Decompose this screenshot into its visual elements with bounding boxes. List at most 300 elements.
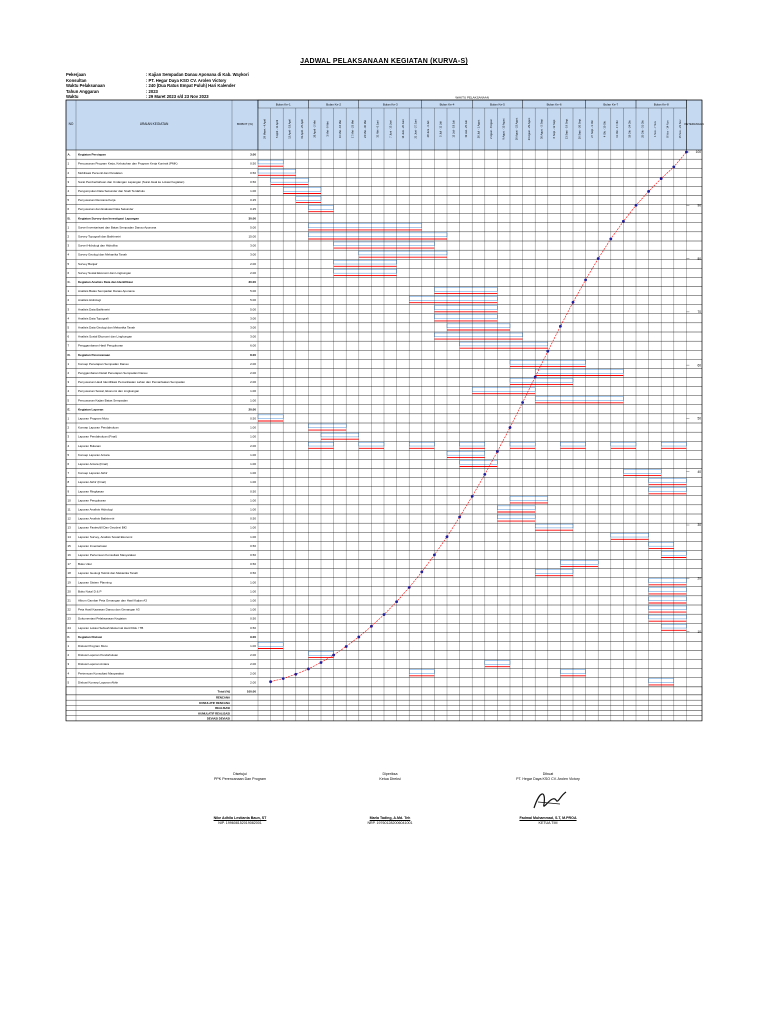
row-name: Konsep Laporan Akhir (78, 471, 108, 476)
row-bobot: 1.00 (250, 189, 256, 194)
row-no: 13 (67, 525, 71, 530)
row-bobot: 3.00 (250, 325, 256, 330)
schedule-cell (308, 424, 346, 428)
schedule-cell (321, 433, 359, 437)
percent-label: 70 (697, 310, 701, 315)
row-no: 6 (67, 270, 70, 275)
s-curve-point (471, 495, 474, 498)
row-name: Surat Pemberitahuan dan Undangan Lapangan (Surat Awal ke Lokasi Kegiatan) (78, 179, 185, 184)
row-bobot: 3.00 (250, 334, 256, 339)
signature-role: Diperiksa Ketua Direksi (379, 772, 401, 781)
row-bobot: 2.00 (250, 380, 256, 385)
row-no: 3 (67, 662, 70, 667)
col-header-bobot: BOBOT (%) (237, 122, 253, 126)
row-bobot: 3.00 (250, 316, 256, 321)
schedule-cell (447, 451, 485, 455)
meta-value: : 240 (Dua Ratus Empat Puluh) Hari Kalender (146, 83, 236, 88)
row-no: 22 (67, 607, 71, 612)
s-curve-point (635, 204, 638, 207)
row-no: 24 (67, 625, 71, 630)
week-label: 20 Sept - 26 Sept (578, 118, 582, 140)
month-label: Bulan Ke-5 (489, 102, 505, 107)
footer-label: KUMULATIF REALISASI (198, 711, 230, 716)
schedule-cell (510, 497, 548, 501)
row-no: C. (67, 280, 71, 285)
footer-label: RENCANA (216, 695, 230, 700)
row-name: Analisis Data Geologi dan Mekanika Tanah (78, 325, 136, 330)
schedule-cell (308, 224, 421, 228)
row-bobot: 0.50 (250, 170, 256, 175)
schedule-cell (434, 306, 497, 310)
row-bobot: 2.00 (250, 261, 256, 266)
row-name: Kegiatan Laporan (78, 407, 104, 412)
month-label: Bulan Ke-7 (603, 102, 619, 107)
s-curve-point (395, 600, 398, 603)
row-bobot: 0.50 (250, 625, 256, 630)
row-bobot: 5.00 (250, 225, 256, 230)
row-name: Penyusunan Sosial, Ekonomi dan Lingkungan (78, 389, 140, 394)
row-bobot: 1.00 (250, 398, 256, 403)
row-no: 21 (67, 598, 71, 603)
s-curve-point (546, 350, 549, 353)
s-curve-point (433, 553, 436, 556)
row-bobot: 0.25 (250, 207, 256, 212)
row-name: Laporan Pendahuluan (Final) (78, 434, 117, 439)
percent-label: 50 (697, 416, 701, 421)
s-curve-point (294, 673, 297, 676)
s-curve-point (572, 301, 575, 304)
percent-label: 20 (697, 576, 701, 581)
schedule-cell (434, 315, 497, 319)
row-no: 5 (67, 452, 70, 457)
row-bobot: 5.00 (250, 298, 256, 303)
schedule-cell (611, 533, 649, 537)
row-name: Laporan Ringkasan (78, 489, 105, 494)
meta-value: : 2023 (146, 88, 158, 94)
row-no: 10 (67, 498, 71, 503)
row-no: 23 (67, 616, 71, 621)
week-label: 9 Agust - 15 Agust (502, 118, 506, 140)
row-bobot: 1.00 (250, 580, 256, 585)
month-label: Bulan Ke-2 (326, 102, 342, 107)
week-label: 13 Sept - 19 Sept (565, 118, 569, 140)
row-bobot: 1.00 (250, 389, 256, 394)
row-no: 4 (67, 389, 70, 394)
row-bobot: 6.00 (250, 343, 256, 348)
signature-name: Marla Tading, A.Md. Teh (369, 816, 411, 820)
week-label: 28 Juni - 4 Juli (427, 120, 431, 138)
schedule-cell (447, 324, 510, 328)
row-no: 7 (67, 343, 70, 348)
row-no: 3 (67, 243, 70, 248)
schedule-cell (649, 597, 687, 601)
schedule-cell (649, 606, 687, 610)
week-label: 17 Mei - 23 Mei (351, 120, 355, 138)
row-bobot: 1.00 (250, 480, 256, 485)
row-name: Penggambaran Detail Penetapan Sempadan Danau (78, 371, 148, 376)
row-name: Konsep Laporan Antara (78, 452, 110, 457)
row-bobot: 1.00 (250, 507, 256, 512)
row-bobot: 0.50 (250, 571, 256, 576)
row-no: 5 (67, 398, 70, 403)
week-label: 10 Mei - 16 Mei (338, 120, 342, 138)
row-bobot: 1.00 (250, 525, 256, 530)
row-bobot: 15.00 (248, 234, 256, 239)
row-bobot: 2.00 (250, 671, 256, 676)
row-name: Laporan Geologi Teknik dan Mekanika Tanah (78, 571, 138, 576)
row-no: 3 (67, 434, 70, 439)
row-name: Diskusi Konsep Laporan Akhir (78, 680, 119, 685)
row-name: Diskusi Laporan Antara (78, 662, 110, 667)
row-name: Penyusunan dan Evaluasi Data Sekunder (78, 207, 134, 212)
meta-label: Pekerjaan (66, 72, 86, 77)
s-curve-point (307, 668, 310, 671)
row-name: Konsep Laporan Pendahuluan (78, 425, 119, 430)
schedule-cell (460, 342, 548, 346)
row-no: 1 (67, 644, 70, 649)
row-bobot: 3.00 (250, 152, 256, 157)
week-label: 23 Agust - 29 Agust (527, 117, 531, 141)
s-curve-point (672, 166, 675, 169)
schedule-cell (434, 333, 522, 337)
row-name: Laporan Survey, Analisis Sosial Ekonomi (78, 534, 133, 539)
schedule-cell (334, 260, 397, 264)
row-name: Pertemuan Konsultasi Masyarakat (78, 671, 124, 676)
row-bobot: 0.50 (250, 616, 256, 621)
signature-role: Disetujui PPK Perencanaan Dan Program (214, 772, 266, 781)
month-label: Bulan Ke-4 (439, 102, 455, 107)
percent-label: 40 (697, 469, 701, 474)
s-curve-point (660, 177, 663, 180)
row-bobot: 20.00 (248, 407, 256, 412)
week-label: 16 Agust - 22 Agust (515, 117, 519, 141)
row-name: Laporan Lokasi Sebuah Eksternal Hard Disk / TB (78, 625, 144, 630)
meta-value: : 29 Maret 2023 s/d 23 Nov 2023 (146, 94, 209, 99)
s-curve-point (408, 586, 411, 589)
row-no: 8 (67, 480, 70, 485)
row-name: Survey Geologi dan Mekanika Tanah (78, 252, 127, 257)
signature-id: KETUA TIM (538, 821, 558, 825)
row-no: F. (67, 634, 70, 639)
s-curve-point (509, 426, 512, 429)
row-no: 11 (67, 507, 71, 512)
row-bobot: 30.00 (248, 216, 256, 221)
week-label: 12 Juli - 18 Juli (452, 120, 456, 138)
row-bobot: 0.50 (250, 416, 256, 421)
row-name: Laporan Analisis Hidrologi (78, 507, 113, 512)
row-no: 6 (67, 462, 70, 467)
month-label: Bulan Ke-8 (653, 102, 669, 107)
s-curve-point (622, 220, 625, 223)
row-no: D. (67, 352, 71, 357)
row-name: Kegiatan Perencanaan (78, 352, 111, 357)
row-name: Laporan Bulanan (78, 443, 101, 448)
signature-block-approved (180, 772, 300, 826)
s-curve-point (332, 654, 335, 657)
row-name: Diskusi Laporan Pendahuluan (78, 653, 119, 658)
row-no: 4 (67, 252, 70, 257)
schedule-cell (560, 561, 598, 565)
week-label: 7 Juni - 13 Juni (389, 120, 393, 138)
row-no: 5 (67, 325, 70, 330)
s-curve-point (370, 625, 373, 628)
schedule-cell (535, 524, 573, 528)
col-header-no: NO (68, 122, 74, 126)
schedule-cell (359, 251, 447, 255)
row-no: 1 (67, 361, 70, 366)
week-label: 30 Agust - 5 Sept (540, 119, 544, 139)
meta-label: Waktu Pelaksanaan (66, 83, 105, 88)
row-bobot: 1.00 (250, 644, 256, 649)
schedule-cell (271, 178, 309, 182)
row-name: Diskusi Program Mutu (78, 644, 108, 649)
schedule-cell (623, 470, 661, 474)
week-label: 1 Nov - 7 Nov (653, 121, 657, 137)
row-name: Penyusunan Hasil Identifikasi Pemanfaatan Lahan dan Pemanfaatan Sempadan (78, 380, 185, 385)
s-curve-point (282, 677, 285, 680)
week-label: 2 Agust - 8 Agust (490, 119, 494, 139)
row-name: Survey Sosial Ekonomi dan Lingkungan (78, 270, 132, 275)
percent-label: 30 (697, 523, 701, 528)
row-name: Buku Ukur (78, 562, 93, 567)
row-bobot: 1.00 (250, 498, 256, 503)
signature-id: NRP. 197601282006041001 (367, 821, 413, 825)
row-name: Konsep Penetapan Sempadan Danau (78, 361, 129, 366)
col-header-uraian: URAIAN KEGIATAN (139, 122, 169, 126)
row-name: Dokumentasi Pelaksanaan Kegiatan (78, 616, 127, 621)
schedule-cell (535, 369, 623, 373)
schedule-cell (258, 169, 296, 173)
row-no: 17 (67, 562, 71, 567)
s-curve-point (496, 450, 499, 453)
row-name: Laporan Analisis Bathimetri (78, 516, 115, 521)
s-curve-point (534, 375, 537, 378)
row-bobot: 2.00 (250, 653, 256, 658)
row-bobot: 1.00 (250, 452, 256, 457)
row-no: 16 (67, 553, 71, 558)
footer-label: DEVIASI DEVIASI (206, 716, 230, 721)
week-label: 26 Juli - 1 Agust (477, 119, 481, 139)
row-bobot: 2.00 (250, 680, 256, 685)
row-no: 3 (67, 380, 70, 385)
row-no: 5 (67, 680, 70, 685)
total-value: 100.00 (246, 689, 256, 694)
row-no: 4 (67, 443, 70, 448)
row-name: Kegiatan Diskusi (78, 634, 103, 639)
schedule-cell (649, 479, 687, 483)
row-bobot: 1.00 (250, 607, 256, 612)
s-curve-point (269, 680, 272, 683)
row-no: 9 (67, 489, 70, 494)
schedule-cell (649, 488, 687, 492)
row-bobot: 0.50 (250, 179, 256, 184)
signature-block-checked (330, 772, 450, 826)
row-bobot: 0.50 (250, 516, 256, 521)
week-label: 26 April - 2 Mei (313, 120, 317, 138)
row-name: Album Gambar Peta Genangan dan Hasil Kajian A3 (78, 598, 147, 603)
row-no: 2 (67, 234, 70, 239)
percent-label: 100 (695, 150, 701, 155)
row-name: Analisis Data Topografi (78, 316, 109, 321)
week-label: 19 Juli - 25 Juli (464, 120, 468, 138)
footer-label: KUMULATIF RENCANA (199, 700, 230, 705)
row-name: Survey Banjair (78, 261, 98, 266)
week-label: 11 Okt - 17 Okt (616, 120, 620, 138)
footer-label: REALISASI (215, 706, 230, 711)
row-name: Analisis Batas Sempadan Danau Aponana (78, 289, 135, 294)
week-label: 19 April - 25 April (301, 119, 305, 139)
col-header-waktu: WAKTU PELAKSANAAN (455, 95, 489, 100)
row-no: 4 (67, 671, 70, 676)
s-curve-point (446, 535, 449, 538)
row-no: 2 (67, 653, 70, 658)
schedule-cell (510, 379, 573, 383)
percent-label: 10 (697, 629, 701, 634)
row-no: 19 (67, 580, 71, 585)
row-name: Pengumpulan Data Sekunder dan Studi Terdahulu (78, 189, 145, 194)
row-name: Penyusunan Program Kerja, Kebutuhan dan Program Kerja Kontrak (PMK) (78, 161, 178, 166)
s-curve-point (458, 516, 461, 519)
week-label: 8 Nov - 14 Nov (666, 120, 670, 138)
schedule-cell (535, 397, 623, 401)
row-bobot: 9.00 (250, 634, 256, 639)
row-name: Laporan Fasies/dll Dan Geodesi BIG (78, 525, 127, 530)
schedule-cell (497, 515, 535, 519)
schedule-cell (308, 233, 447, 237)
schedule-cell (460, 460, 498, 464)
s-curve-point (647, 190, 650, 193)
row-bobot: 2.00 (250, 443, 256, 448)
row-name: Laporan Antara (Final) (78, 462, 108, 467)
percent-label: 80 (697, 256, 701, 261)
week-label: 4 Okt - 10 Okt (603, 120, 607, 138)
row-no: 4 (67, 316, 70, 321)
meta-label: Waktu (66, 94, 79, 99)
row-no: 6 (67, 334, 70, 339)
row-name: Kegiatan Survey dan Investigasi Lapangan (78, 216, 140, 221)
project-meta (66, 72, 249, 100)
document-title: JADWAL PELAKSANAAN KEGIATAN (KURVA-S) (300, 58, 468, 65)
s-curve-point (483, 473, 486, 476)
row-name: Analisis Sosial Ekonomi dan Lingkungan (78, 334, 133, 339)
row-bobot: 2.00 (250, 361, 256, 366)
row-bobot: 1.00 (250, 462, 256, 467)
week-label: 12 April - 18 April (288, 119, 292, 139)
row-bobot: 5.00 (250, 289, 256, 294)
s-curve-point (357, 636, 360, 639)
schedule-cell (649, 588, 687, 592)
row-no: 4 (67, 189, 70, 194)
row-no: 20 (67, 589, 71, 594)
schedule-cell (472, 388, 535, 392)
row-bobot: 1.00 (250, 589, 256, 594)
row-no: 1 (67, 161, 70, 166)
row-no: 1 (67, 416, 70, 421)
week-label: 5 April - 11 April (275, 120, 279, 138)
row-name: Laporan Sistem Planning (78, 580, 112, 585)
s-curve-point (521, 401, 524, 404)
row-name: Analisis Hidrologi (78, 298, 102, 303)
row-name: Laporan Akhir (Final) (78, 480, 106, 485)
month-label: Bulan Ke-6 (546, 102, 562, 107)
percent-label: 60 (697, 363, 701, 368)
week-label: 29 Maret - 4 April (263, 119, 267, 139)
row-name: Penyusunan Kajian Batas Sempadan (78, 398, 128, 403)
schedule-cell (334, 269, 397, 273)
meta-value: : Kajian Sempadan Danau Aponana di Kab. Waykori (146, 72, 249, 77)
week-label: 14 Juni - 20 Juni (401, 119, 405, 139)
row-bobot: 0.50 (250, 489, 256, 494)
s-curve-point (584, 278, 587, 281)
row-name: Laporan Pertemuan Konsultasi Masyarakat (78, 553, 136, 558)
total-label: Total (%) (217, 689, 230, 694)
row-name: Survei Hidrologi dan Hidrolika (78, 243, 118, 248)
s-curve-line (271, 152, 687, 682)
s-curve-point (609, 237, 612, 240)
percent-label: 90 (697, 203, 701, 208)
row-no: 3 (67, 307, 70, 312)
row-name: Laporan Inventarisasi (78, 543, 107, 548)
signature-id: NIP. 199608152019082001 (218, 821, 262, 825)
schedule-cell (497, 506, 535, 510)
row-no: B. (67, 216, 71, 221)
s-curve-point (597, 257, 600, 260)
row-no: 1 (67, 289, 70, 294)
row-bobot: 2.00 (250, 270, 256, 275)
s-curve-point (383, 613, 386, 616)
schedule-cell (649, 615, 687, 619)
signature-role: Dibuat PT. Hegar Daya KSO CV. Arolen Victory (516, 772, 580, 781)
month-label: Bulan Ke-1 (275, 102, 291, 107)
row-no: 1 (67, 225, 70, 230)
row-name: Kegiatan Analisis Data dan Identifikasi (78, 280, 133, 285)
row-bobot: 3.00 (250, 252, 256, 257)
row-no: 2 (67, 371, 70, 376)
row-name: Kegiatan Persiapan (78, 152, 106, 157)
meta-value: : PT. Hegar Daya KSO CV. Arolen Victory (146, 77, 227, 83)
row-no: 2 (67, 425, 70, 430)
s-curve-point (420, 571, 423, 574)
signature-name: Nike Adhila Lestianta Baun, ST (213, 816, 267, 820)
row-no: 6 (67, 207, 70, 212)
week-label: 5 Juli - 11 Juli (439, 121, 443, 137)
row-name: Buku Nota/ D & P (78, 589, 102, 594)
week-label: 18 Okt - 24 Okt (628, 120, 632, 138)
row-no: 12 (67, 516, 71, 521)
row-no: E. (67, 407, 71, 412)
row-bobot: 1.00 (250, 425, 256, 430)
month-label: Bulan Ke-3 (382, 102, 398, 107)
row-no: 5 (67, 198, 70, 203)
handwritten-signature (530, 786, 570, 816)
week-label: 31 Mei - 6 Juni (376, 120, 380, 138)
row-name: Laporan Pengukuran (78, 498, 107, 503)
row-bobot: 0.50 (250, 562, 256, 567)
row-name: Analisis Data Bathimetri (78, 307, 110, 312)
row-no: 3 (67, 179, 70, 184)
col-header-ket: KETERANGAN (684, 122, 704, 126)
row-bobot: 1.00 (250, 598, 256, 603)
row-bobot: 0.50 (250, 161, 256, 166)
row-name: Survei Inventarisasi dan Batas Sempadan Danau Aponana (78, 225, 157, 230)
meta-label: Konsultan (66, 77, 87, 83)
s-curve-point (345, 645, 348, 648)
s-curve-point (320, 661, 323, 664)
week-label: 15 Nov - 23 Nov (679, 119, 683, 139)
row-name: Survey Topografi dan Bathimetri (78, 234, 121, 239)
row-name: Laporan Program Mutu (78, 416, 109, 421)
row-bobot: 8.00 (250, 352, 256, 357)
